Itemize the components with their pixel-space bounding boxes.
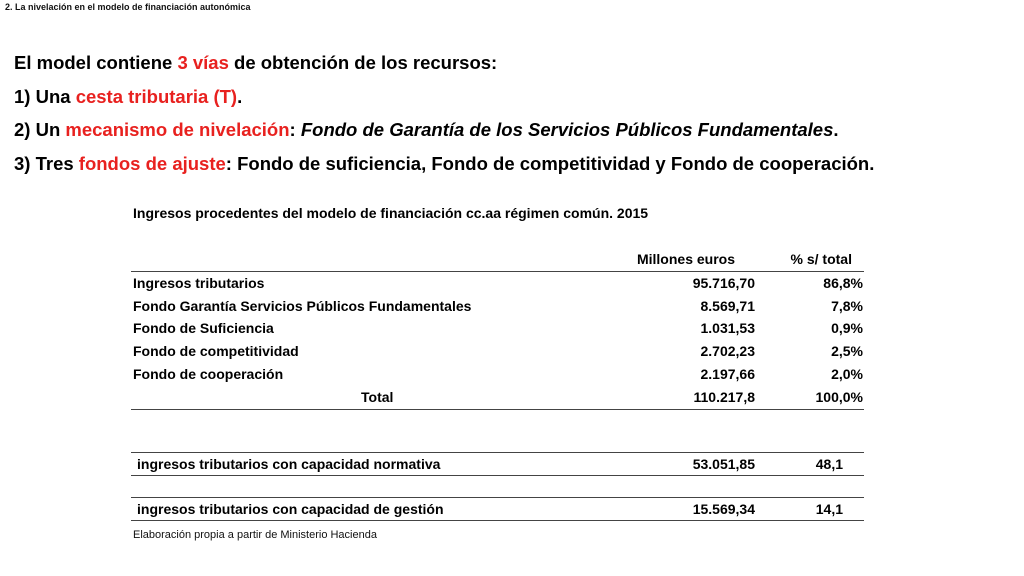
table-total-row xyxy=(131,386,864,410)
total-label: Total xyxy=(361,388,394,405)
intro-line-2-rest: . xyxy=(237,85,243,107)
row-label: ingresos tributarios con capacidad normativa xyxy=(137,456,441,472)
intro-line-4-text: 3) Tres xyxy=(14,152,79,174)
row-label: Fondo de competitividad xyxy=(133,343,299,360)
row-label: Fondo Garantía Servicios Públicos Fundamentales xyxy=(133,297,472,314)
intro-line-1-highlight: 3 vías xyxy=(177,52,229,73)
intro-line-4 xyxy=(14,147,1014,181)
intro-line-2-highlight: cesta tributaria (T) xyxy=(75,85,238,107)
intro-line-3-text: 2) Un xyxy=(14,119,66,140)
intro-line-4-highlight: fondos de ajuste xyxy=(78,152,226,174)
row-millones: 53.051,85 xyxy=(692,456,755,472)
intro-text xyxy=(14,46,1014,180)
intro-line-3-italic: Fondo de Garantía de los Servicios Públicos Fundamentales xyxy=(300,119,834,140)
financing-table xyxy=(131,248,864,410)
intro-line-4-rest: : Fondo de suficiencia, Fondo de competitividad y Fondo de cooperación. xyxy=(225,152,875,174)
row-pct: 86,8% xyxy=(823,274,863,291)
capacity-normative-row xyxy=(131,453,864,475)
divider xyxy=(131,475,864,476)
row-millones: 2.702,23 xyxy=(700,343,755,360)
intro-line-3 xyxy=(14,113,1014,147)
total-millones: 110.217,8 xyxy=(693,388,755,405)
total-pct: 100,0% xyxy=(815,388,863,405)
table-title: Ingresos procedentes del modelo de financiación cc.aa régimen común. 2015 xyxy=(133,205,649,221)
row-pct: 14,1 xyxy=(815,501,843,517)
section-title: 2. La nivelación en el modelo de financiación autonómica xyxy=(5,2,251,12)
table-header-row xyxy=(131,248,864,272)
intro-line-2 xyxy=(14,80,1014,114)
column-header-pct: % s/ total xyxy=(790,251,852,267)
intro-line-1 xyxy=(14,46,1014,80)
row-millones: 15.569,34 xyxy=(692,501,755,517)
row-pct: 2,0% xyxy=(831,365,863,382)
row-pct: 0,9% xyxy=(831,320,863,337)
row-pct: 7,8% xyxy=(831,297,863,314)
row-millones: 1.031,53 xyxy=(700,320,755,337)
row-pct: 2,5% xyxy=(831,343,863,360)
row-label: Fondo de Suficiencia xyxy=(133,320,274,337)
intro-line-3-end: . xyxy=(833,119,839,140)
row-label: Fondo de cooperación xyxy=(133,365,284,382)
intro-line-1-rest: de obtención de los recursos: xyxy=(228,52,498,73)
row-millones: 2.197,66 xyxy=(700,365,755,382)
row-label: ingresos tributarios con capacidad de gestión xyxy=(137,501,444,517)
table-row xyxy=(131,340,864,363)
intro-line-2-text: 1) Una xyxy=(14,85,76,107)
row-millones: 8.569,71 xyxy=(700,297,755,314)
intro-line-3-highlight: mecanismo de nivelación xyxy=(65,119,290,140)
source-note: Elaboración propia a partir de Ministerio Hacienda xyxy=(133,529,377,541)
capacity-management-row xyxy=(131,498,864,520)
table-row xyxy=(131,272,864,295)
divider xyxy=(131,520,864,521)
row-pct: 48,1 xyxy=(815,456,843,472)
intro-line-1-text: El model contiene xyxy=(14,52,178,73)
row-label: Ingresos tributarios xyxy=(133,274,265,291)
table-row xyxy=(131,317,864,340)
intro-line-3-colon: : xyxy=(289,119,301,140)
row-millones: 95.716,70 xyxy=(692,274,755,291)
column-header-millones: Millones euros xyxy=(636,251,735,267)
table-row xyxy=(131,295,864,318)
table-row xyxy=(131,363,864,386)
